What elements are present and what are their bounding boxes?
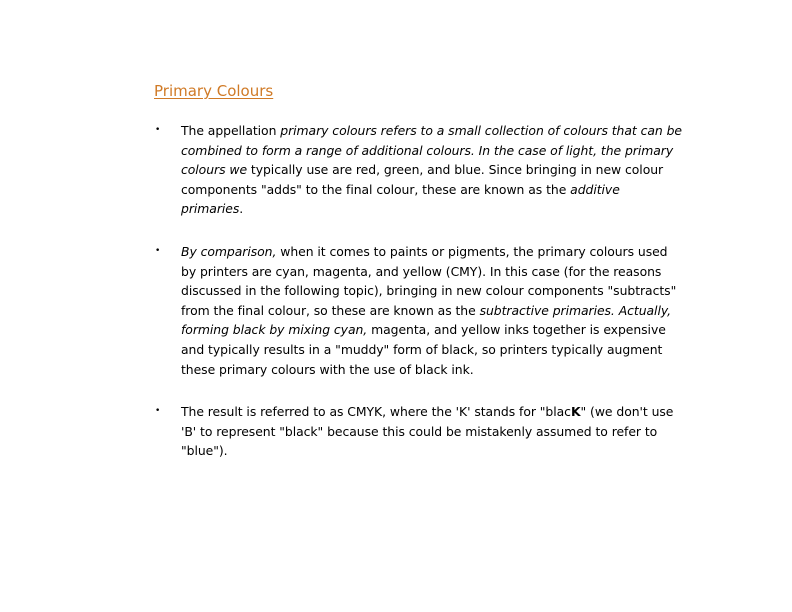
bullet-icon: •	[155, 406, 161, 417]
bullet-text	[181, 404, 673, 458]
text-run: typically use are red, green, and blue. Since bringing in new colour components "adds" to the final colour, these are known as the	[181, 162, 664, 197]
text-run-italic: additive primaries	[181, 181, 620, 217]
section-heading: Primary Colours	[154, 82, 274, 100]
bullet-text	[181, 244, 676, 377]
bullet-text	[181, 123, 682, 216]
text-run: The result is referred to as CMYK, where the 'K' stands for "blac	[181, 404, 571, 420]
text-run-italic: By comparison,	[181, 243, 277, 259]
bullet-item-additive	[154, 121, 684, 219]
text-run: .	[239, 201, 244, 217]
text-run: " (we don't use 'B' to represent "black" because this could be mistakenly assumed to refer to "blue").	[181, 404, 674, 459]
bullet-item-subtractive	[154, 242, 684, 379]
bullet-list	[154, 121, 684, 461]
bullet-icon: •	[155, 125, 161, 135]
text-run-italic: primary colours refers to a small collection of colours that can be combined to form a range of additional colours. In the case of light, the primary colours we	[181, 123, 682, 178]
text-run: The appellation	[181, 123, 281, 138]
bullet-icon: •	[155, 245, 161, 256]
text-run: magenta, and yellow inks together is expensive and typically results in a "muddy" form of black, so printers typically augment these primary colours with the use of black ink.	[181, 322, 666, 377]
text-run-bold: K	[570, 404, 581, 420]
text-run-italic: subtractive primaries. Actually, forming black by mixing cyan,	[181, 302, 672, 338]
text-run: when it comes to paints or pigments, the primary colours used by printers are cyan, magenta, and yellow (CMY). In this case (for the reasons discussed in the following topic), bringing in new colour components "subtracts" from the final colour, so these are known as the	[181, 243, 677, 318]
bullet-item-cmyk	[154, 402, 684, 461]
